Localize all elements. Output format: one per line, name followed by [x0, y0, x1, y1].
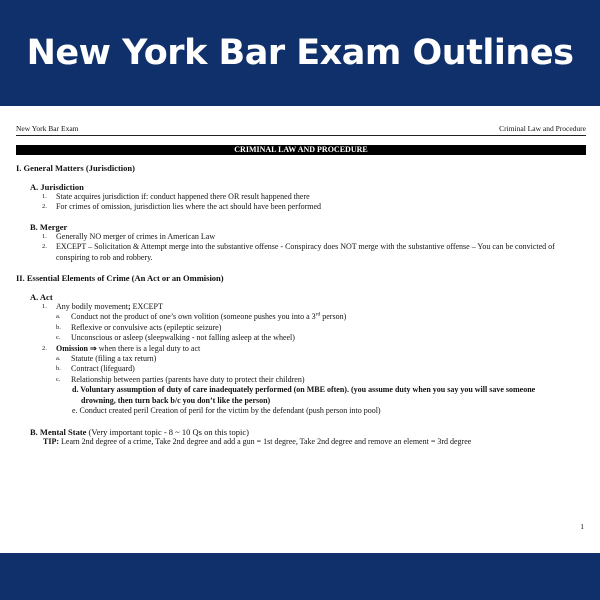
- section-2a-item-2-d: [16, 385, 586, 416]
- section-2-title: II. Essential Elements of Crime (An Act or an Ommision): [16, 273, 224, 284]
- section-1a-list: [16, 192, 586, 213]
- list-item: d. Voluntary assumption of duty of care inadequately performed (on MBE often). (you assume duty when you say you will save someone: [72, 385, 536, 395]
- section-2b-title: B. Mental State (Very important topic - 8 ~ 10 Qs on this topic): [30, 426, 249, 437]
- header-left: New York Bar Exam: [16, 124, 79, 133]
- list-item: b. Contract (lifeguard): [56, 364, 135, 374]
- section-2a-item-2-subs: [16, 354, 586, 385]
- tip-label: TIP:: [43, 436, 59, 446]
- page-number: 1: [580, 522, 584, 531]
- tip-line: TIP: Learn 2nd degree of a crime, Take 2nd degree and add a gun = 1st degree, Take 2nd degree and remove an element = 3rd degree: [43, 436, 472, 446]
- list-item: a. Statute (filing a tax return): [56, 354, 157, 364]
- banner-title: New York Bar Exam Outlines: [26, 33, 574, 73]
- section-1b-title: B. Merger: [30, 221, 68, 232]
- subject-bar: CRIMINAL LAW AND PROCEDURE: [16, 145, 586, 155]
- list-item: 1. Generally NO merger of crimes in American Law: [42, 231, 216, 241]
- list-item: 1. Any bodily movement; EXCEPT: [42, 302, 163, 312]
- list-item: c. Relationship between parties (parents have duty to protect their children): [56, 374, 305, 384]
- list-item: 1. State acquires jurisdiction if: conduct happened there OR result happened there: [42, 192, 310, 201]
- list-item: 2. Omission ⇒ when there is a legal duty to act: [42, 343, 201, 353]
- list-item-continuation: drowning, then turn back b/c you don’t like the person): [81, 395, 271, 405]
- list-item: c. Unconscious or asleep (sleepwalking - not falling asleep at the wheel): [56, 333, 295, 343]
- running-header: [16, 124, 586, 136]
- top-banner: [0, 0, 600, 106]
- section-2a-item-2: [16, 344, 586, 354]
- header-right: Criminal Law and Procedure: [499, 124, 586, 133]
- section-2a-item-1: [16, 302, 586, 312]
- list-item: 2. For crimes of omission, jurisdiction lies where the act should have been performed: [42, 202, 322, 212]
- list-item: a. Conduct not the product of one’s own volition (someone pushes you into a 3rd person): [56, 311, 347, 322]
- section-1a-title: A. Jurisdiction: [30, 182, 84, 192]
- list-item: b. Reflexive or convulsive acts (epileptic seizure): [56, 322, 222, 332]
- section-1-title: I. General Matters (Jurisdiction): [16, 163, 135, 173]
- list-item: e. Conduct created peril Creation of peril for the victim by the defendant (push person into pool): [72, 406, 381, 416]
- section-1b-list: [16, 232, 586, 263]
- list-item: 2. EXCEPT – Solicitation & Attempt merge into the substantive offense - Conspiracy does NOT merge with the substantive offense – You can be convicted of conspiring to rob and robbery.: [42, 242, 555, 262]
- section-2a-item-1-subs: [16, 312, 586, 343]
- section-2a-title: A. Act: [30, 292, 53, 303]
- bottom-banner: [0, 553, 600, 600]
- document-page: [16, 124, 586, 544]
